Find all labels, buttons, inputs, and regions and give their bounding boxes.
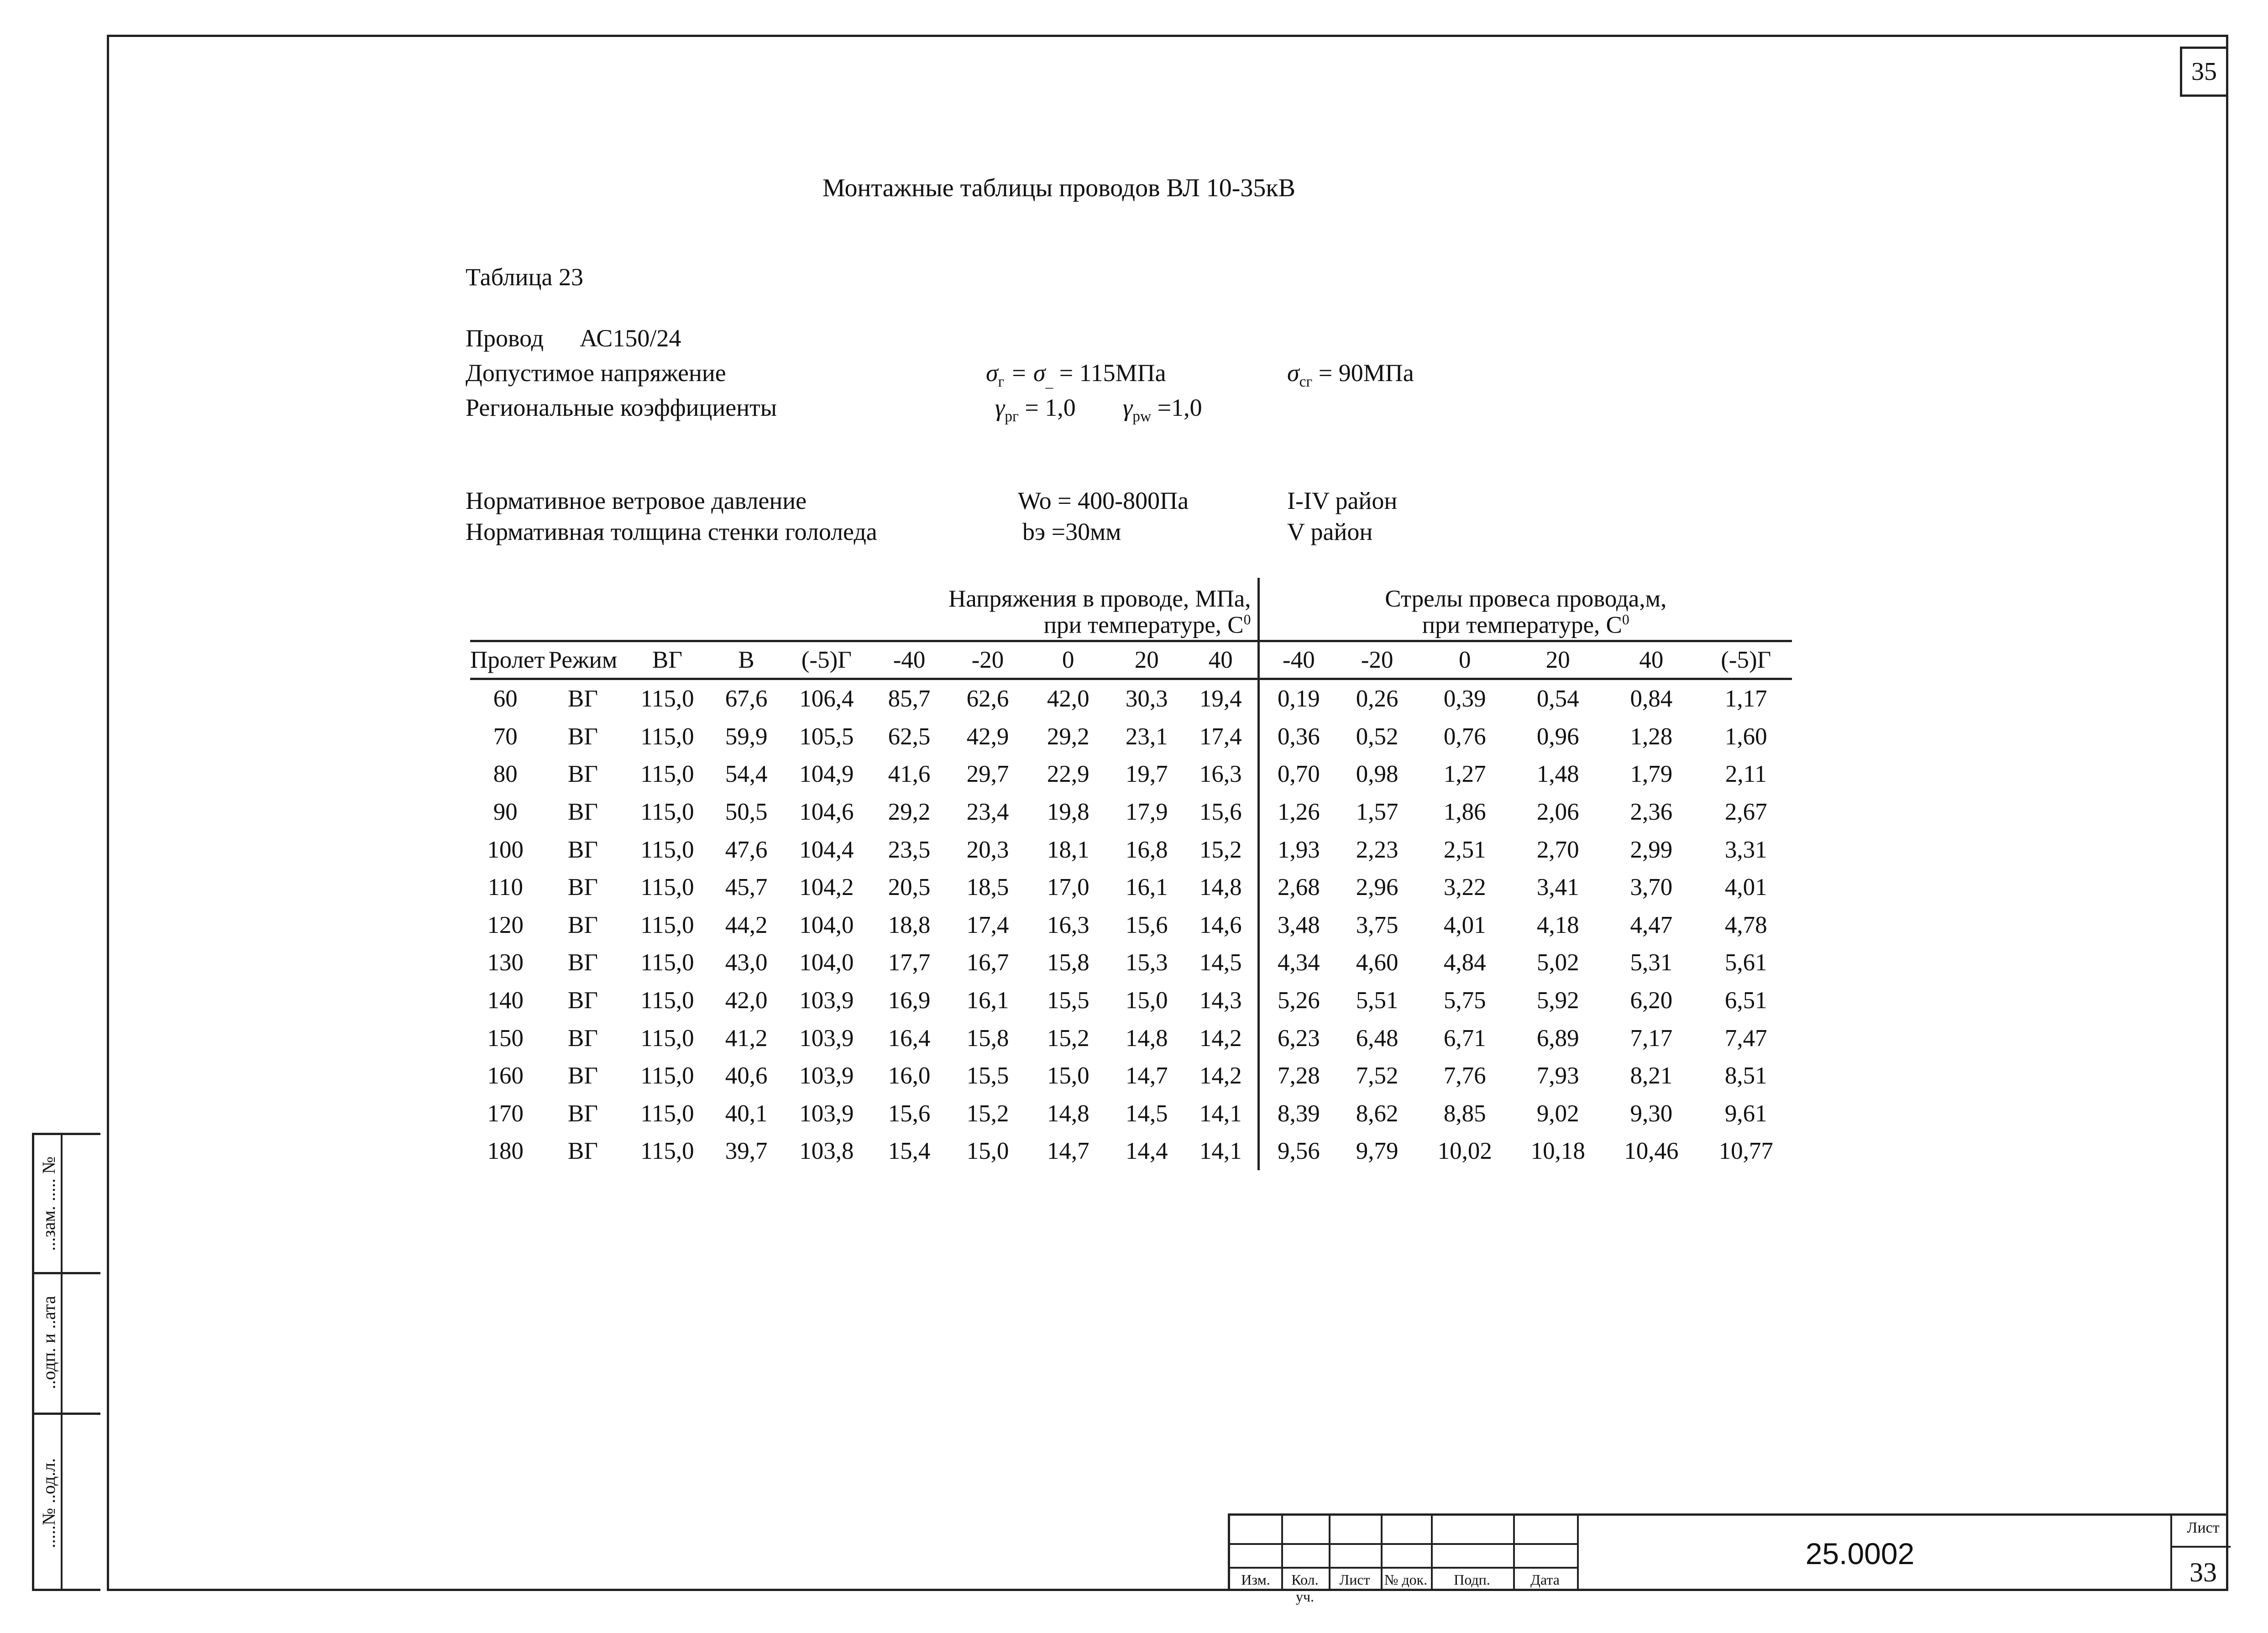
page-number: 35 <box>2191 58 2217 86</box>
table-cell: 115,0 <box>640 1100 694 1127</box>
table-cell: 2,67 <box>1724 799 1767 826</box>
table-cell: 8,39 <box>1258 1095 1338 1133</box>
table-cell: 14,8 <box>1199 874 1242 901</box>
table-cell: 7,52 <box>1356 1062 1399 1089</box>
table-cell: 15,5 <box>1047 987 1089 1014</box>
table-row <box>470 1095 1792 1133</box>
table-cell: 115,0 <box>640 911 694 938</box>
table-cell: 2,06 <box>1536 799 1579 826</box>
table-cell: 3,48 <box>1258 906 1338 944</box>
table-cell: 14,8 <box>1047 1100 1089 1127</box>
table-cell: 42,0 <box>725 987 768 1014</box>
table-cell: 15,6 <box>888 1100 931 1127</box>
table-cell: 18,1 <box>1047 836 1089 863</box>
table-cell: 6,23 <box>1258 1019 1338 1057</box>
table-cell: 7,17 <box>1630 1025 1673 1052</box>
table-cell: 70 <box>493 723 518 750</box>
table-cell: 104,6 <box>799 799 854 826</box>
table-cell: ВГ <box>568 799 598 826</box>
table-cell: 10,77 <box>1718 1138 1773 1165</box>
left-margin-strip <box>32 1133 100 1591</box>
table-cell: 42,0 <box>1047 686 1089 712</box>
table-row <box>470 982 1792 1020</box>
table-cell: ВГ <box>568 1138 598 1165</box>
table-cell: 15,6 <box>1125 911 1168 938</box>
table-cell: 5,02 <box>1536 949 1579 976</box>
strip-label-signature: ..одп. и ..ата <box>38 1295 59 1389</box>
table-cell: 0,96 <box>1536 723 1579 750</box>
column-header: 20 <box>1513 641 1603 679</box>
table-cell: 3,75 <box>1356 911 1399 938</box>
table-cell: ВГ <box>568 761 598 788</box>
table-cell: 115,0 <box>640 987 694 1014</box>
stamp-col-izm: Изм. <box>1241 1571 1270 1588</box>
table-row <box>470 718 1792 756</box>
table-cell: 16,9 <box>888 987 931 1014</box>
table-cell: ВГ <box>568 949 598 976</box>
sheet-label: Лист <box>2187 1519 2220 1536</box>
table-cell: ВГ <box>568 686 598 712</box>
table-cell: ВГ <box>568 723 598 750</box>
table-cell: 15,6 <box>1199 799 1242 826</box>
table-cell: 110 <box>487 874 524 901</box>
table-cell: 16,8 <box>1125 836 1168 863</box>
column-header: ВГ <box>625 641 710 679</box>
table-cell: ВГ <box>568 1062 598 1089</box>
table-cell: 180 <box>487 1138 524 1165</box>
table-cell: 104,2 <box>799 874 854 901</box>
table-cell: 7,76 <box>1443 1062 1486 1089</box>
table-cell: 8,21 <box>1630 1062 1673 1089</box>
table-cell: 6,71 <box>1443 1025 1486 1052</box>
table-cell: 15,8 <box>966 1025 1009 1052</box>
table-cell: 4,01 <box>1443 911 1486 938</box>
table-cell: 19,8 <box>1047 799 1089 826</box>
table-cell: 6,48 <box>1356 1025 1399 1052</box>
column-header: 40 <box>1603 641 1700 679</box>
table-cell: 115,0 <box>640 799 694 826</box>
table-cell: 4,84 <box>1443 949 1486 976</box>
table-cell: 29,7 <box>966 761 1009 788</box>
table-cell: ВГ <box>568 1025 598 1052</box>
table-cell: 1,27 <box>1443 761 1486 788</box>
table-cell: 2,70 <box>1536 836 1579 863</box>
table-cell: 5,61 <box>1724 949 1767 976</box>
table-cell: 115,0 <box>640 836 694 863</box>
table-cell: 160 <box>487 1062 524 1089</box>
table-cell: 15,2 <box>966 1100 1009 1127</box>
table-cell: 16,0 <box>888 1062 931 1089</box>
table-cell: 14,1 <box>1199 1100 1242 1127</box>
table-cell: 104,0 <box>799 949 854 976</box>
table-row <box>470 1057 1792 1095</box>
table-cell: 7,93 <box>1536 1062 1579 1089</box>
table-cell: 103,9 <box>799 1062 854 1089</box>
stamp-line <box>1230 1567 1577 1569</box>
table-cell: 115,0 <box>640 1062 694 1089</box>
table-cell: 0,98 <box>1356 761 1399 788</box>
table-cell: 1,57 <box>1356 799 1399 826</box>
table-cell: 115,0 <box>640 874 694 901</box>
table-cell: 14,6 <box>1199 911 1242 938</box>
table-cell: 115,0 <box>640 1138 694 1165</box>
stamp-col-kol: Кол. уч. <box>1291 1571 1319 1605</box>
strip-label-replacement: ...зам. ..... № <box>38 1156 59 1251</box>
table-cell: 104,9 <box>799 761 854 788</box>
table-cell: 2,36 <box>1630 799 1673 826</box>
table-cell: 9,02 <box>1536 1100 1579 1127</box>
strip-label-inventory: .....№ ..од.л. <box>38 1458 59 1548</box>
table-cell: 8,62 <box>1356 1100 1399 1127</box>
table-cell: 9,56 <box>1258 1132 1338 1170</box>
table-cell: 2,68 <box>1258 869 1338 906</box>
table-cell: 130 <box>487 949 524 976</box>
table-cell: 140 <box>487 987 524 1014</box>
table-cell: 4,47 <box>1630 911 1673 938</box>
table-cell: 120 <box>487 911 524 938</box>
table-cell: 0,54 <box>1536 686 1579 712</box>
table-cell: 1,86 <box>1443 799 1486 826</box>
table-cell: 40,1 <box>725 1100 768 1127</box>
table-cell: 8,85 <box>1443 1100 1486 1127</box>
table-cell: ВГ <box>568 1100 598 1127</box>
table-cell: 1,60 <box>1724 723 1767 750</box>
table-cell: 5,26 <box>1258 982 1338 1020</box>
table-cell: 115,0 <box>640 949 694 976</box>
table-cell: 6,89 <box>1536 1025 1579 1052</box>
table-cell: 30,3 <box>1125 686 1168 712</box>
table-cell: 5,75 <box>1443 987 1486 1014</box>
table-cell: 16,1 <box>1125 874 1168 901</box>
table-cell: 19,7 <box>1125 761 1168 788</box>
table-cell: 29,2 <box>1047 723 1089 750</box>
table-cell: 104,4 <box>799 836 854 863</box>
table-cell: 5,31 <box>1630 949 1673 976</box>
table-cell: 4,01 <box>1724 874 1767 901</box>
table-cell: 5,92 <box>1536 987 1579 1014</box>
wind-label: Нормативное ветровое давление <box>466 487 807 514</box>
table-cell: 1,79 <box>1630 761 1673 788</box>
table-cell: 17,9 <box>1125 799 1168 826</box>
column-header: -20 <box>948 641 1027 679</box>
table-cell: 6,51 <box>1724 987 1767 1014</box>
table-cell: 150 <box>487 1025 524 1052</box>
installation-table <box>470 578 1792 1170</box>
table-cell: 16,7 <box>966 949 1009 976</box>
stress-label: Допустимое напряжение <box>466 359 726 387</box>
table-cell: 1,17 <box>1724 686 1767 712</box>
table-cell: 2,11 <box>1725 761 1767 788</box>
table-cell: 2,51 <box>1443 836 1486 863</box>
table-cell: 8,51 <box>1724 1062 1767 1089</box>
table-cell: 100 <box>487 836 524 863</box>
table-cell: 4,60 <box>1356 949 1399 976</box>
table-cell: 105,5 <box>799 723 854 750</box>
table-cell: ВГ <box>568 836 598 863</box>
stress-group-header: Напряжения в проводе, МПа, при температуре, $С^0$ <box>948 586 1251 639</box>
wind-region: I-IV район <box>1287 487 1398 514</box>
table-cell: 14,8 <box>1125 1025 1168 1052</box>
table-caption: Таблица 23 <box>466 263 583 291</box>
table-cell: 14,5 <box>1125 1100 1168 1127</box>
table-cell: 41,2 <box>725 1025 768 1052</box>
table-cell: 15,2 <box>1199 836 1242 863</box>
table-cell: 17,0 <box>1047 874 1089 901</box>
table-row <box>470 831 1792 869</box>
table-cell: 115,0 <box>640 723 694 750</box>
table-cell: 54,4 <box>725 761 768 788</box>
ice-value: bэ =30мм <box>1022 518 1121 545</box>
table-cell: 17,4 <box>1199 723 1242 750</box>
table-row <box>470 869 1792 906</box>
table-cell: 23,4 <box>966 799 1009 826</box>
table-cell: 22,9 <box>1047 761 1089 788</box>
table-cell: 0,70 <box>1258 755 1338 793</box>
column-header: -40 <box>870 641 948 679</box>
table-cell: 106,4 <box>799 686 854 712</box>
table-row <box>470 793 1792 831</box>
table-cell: ВГ <box>568 911 598 938</box>
table-cell: 20,3 <box>966 836 1009 863</box>
table-cell: 0,39 <box>1443 686 1486 712</box>
table-cell: 10,46 <box>1624 1138 1679 1165</box>
table-cell: 4,18 <box>1536 911 1579 938</box>
wind-value: Wo = 400-800Па <box>1018 487 1189 514</box>
table-cell: 14,7 <box>1047 1138 1089 1165</box>
table-cell: 115,0 <box>640 761 694 788</box>
table-cell: 103,9 <box>799 987 854 1014</box>
table-cell: 1,28 <box>1630 723 1673 750</box>
wire-value: АС150/24 <box>580 325 681 352</box>
table-cell: 0,26 <box>1356 686 1399 712</box>
table-row <box>470 906 1792 944</box>
table-cell: 1,26 <box>1258 793 1338 831</box>
table-row <box>470 1019 1792 1057</box>
table-cell: 45,7 <box>725 874 768 901</box>
table-cell: 85,7 <box>888 686 931 712</box>
table-cell: 15,5 <box>966 1062 1009 1089</box>
table-cell: 15,0 <box>966 1138 1009 1165</box>
table-cell: 15,0 <box>1047 1062 1089 1089</box>
table-cell: 0,76 <box>1443 723 1486 750</box>
table-cell: 4,78 <box>1724 911 1767 938</box>
table-cell: 15,8 <box>1047 949 1089 976</box>
table-cell: 41,6 <box>888 761 931 788</box>
table-cell: 7,47 <box>1724 1025 1767 1052</box>
table-cell: 14,3 <box>1199 987 1242 1014</box>
ice-region: V район <box>1287 518 1373 545</box>
table-cell: 104,0 <box>799 911 854 938</box>
table-cell: 15,3 <box>1125 949 1168 976</box>
table-cell: 23,5 <box>888 836 931 863</box>
table-cell: 2,96 <box>1356 874 1399 901</box>
sheet-number: 33 <box>2189 1557 2217 1587</box>
table-cell: 44,2 <box>725 911 768 938</box>
table-cell: 23,1 <box>1125 723 1168 750</box>
table-cell: 67,6 <box>725 686 768 712</box>
table-cell: 3,22 <box>1443 874 1486 901</box>
table-body <box>470 679 1792 1170</box>
table-cell: 9,30 <box>1630 1100 1673 1127</box>
stress-formula: $\sigma_г = \sigma_{\_} = 115МПа$ <box>986 359 1166 390</box>
table-cell: 14,4 <box>1125 1138 1168 1165</box>
table-row <box>470 755 1792 793</box>
table-row <box>470 679 1792 718</box>
stress2-formula: $\sigma_{сг} = 90МПа$ <box>1287 359 1414 390</box>
table-cell: 115,0 <box>640 686 694 712</box>
column-header-row <box>470 641 1792 679</box>
coef-label: Региональные коэффициенты <box>466 394 777 421</box>
page-number-box <box>2180 47 2228 97</box>
table-cell: 10,18 <box>1530 1138 1585 1165</box>
table-cell: 14,1 <box>1199 1138 1242 1165</box>
table-cell: 0,84 <box>1630 686 1673 712</box>
table-cell: 103,8 <box>799 1138 854 1165</box>
table-cell: 39,7 <box>725 1138 768 1165</box>
table-cell: 16,3 <box>1047 911 1089 938</box>
table-cell: 14,5 <box>1199 949 1242 976</box>
table-cell: 16,3 <box>1199 761 1242 788</box>
table-cell: 15,2 <box>1047 1025 1089 1052</box>
table-cell: 50,5 <box>725 799 768 826</box>
wire-label: Провод <box>466 325 544 352</box>
table-cell: 0,36 <box>1258 718 1338 756</box>
table-cell: 1,48 <box>1536 761 1579 788</box>
table-cell: 29,2 <box>888 799 931 826</box>
column-header: 0 <box>1027 641 1110 679</box>
table-cell: 18,8 <box>888 911 931 938</box>
table-cell: 80 <box>493 761 518 788</box>
column-header: -40 <box>1258 641 1338 679</box>
table-cell: 43,0 <box>725 949 768 976</box>
table-cell: 3,41 <box>1536 874 1579 901</box>
table-cell: 9,61 <box>1724 1100 1767 1127</box>
table-cell: ВГ <box>568 874 598 901</box>
column-header: (-5)Г <box>783 641 870 679</box>
stamp-line <box>2170 1546 2231 1548</box>
document-number: 25.0002 <box>1805 1537 1915 1570</box>
table-cell: 62,6 <box>966 686 1009 712</box>
stamp-line <box>1230 1543 1577 1545</box>
table-cell: ВГ <box>568 987 598 1014</box>
column-header: Режим <box>541 641 625 679</box>
table-cell: 6,20 <box>1630 987 1673 1014</box>
table-cell: 1,93 <box>1258 831 1338 869</box>
table-cell: 3,70 <box>1630 874 1673 901</box>
table-cell: 15,0 <box>1125 987 1168 1014</box>
table-cell: 5,51 <box>1356 987 1399 1014</box>
table-cell: 9,79 <box>1356 1138 1399 1165</box>
table-cell: 47,6 <box>725 836 768 863</box>
table-cell: 14,7 <box>1125 1062 1168 1089</box>
column-header: 20 <box>1110 641 1184 679</box>
table-cell: 42,9 <box>966 723 1009 750</box>
table-cell: 60 <box>493 686 518 712</box>
table-cell: 17,7 <box>888 949 931 976</box>
column-header: 40 <box>1184 641 1258 679</box>
table-cell: 20,5 <box>888 874 931 901</box>
table-cell: 170 <box>487 1100 524 1127</box>
table-cell: 0,52 <box>1356 723 1399 750</box>
stamp-col-podp: Подп. <box>1454 1571 1490 1588</box>
column-header: В <box>710 641 783 679</box>
table-cell: 3,31 <box>1724 836 1767 863</box>
table-cell: 4,34 <box>1258 944 1338 982</box>
title-block <box>1228 1513 2228 1605</box>
stamp-col-date: Дата <box>1530 1571 1560 1588</box>
column-header: 0 <box>1416 641 1513 679</box>
stamp-col-list: Лист <box>1339 1571 1370 1588</box>
page-title: Монтажные таблицы проводов ВЛ 10-35кВ <box>822 174 1295 202</box>
column-header: Пролет <box>470 641 541 679</box>
stamp-col-doc: № док. <box>1384 1571 1428 1588</box>
strip-divider <box>61 1135 63 1589</box>
table-row <box>470 1132 1792 1170</box>
table-cell: 14,2 <box>1199 1025 1242 1052</box>
table-cell: 16,1 <box>966 987 1009 1014</box>
table-cell: 2,99 <box>1630 836 1673 863</box>
table-cell: 115,0 <box>640 1025 694 1052</box>
table-cell: 15,4 <box>888 1138 931 1165</box>
table-cell: 0,19 <box>1258 679 1338 718</box>
table-cell: 16,4 <box>888 1025 931 1052</box>
table-cell: 40,6 <box>725 1062 768 1089</box>
table-cell: 19,4 <box>1199 686 1242 712</box>
table-cell: 17,4 <box>966 911 1009 938</box>
table-cell: 62,5 <box>888 723 931 750</box>
coef1-formula: $\gamma_{рг} = 1,0$ <box>995 394 1076 425</box>
table-cell: 18,5 <box>966 874 1009 901</box>
table-cell: 103,9 <box>799 1100 854 1127</box>
table-cell: 10,02 <box>1437 1138 1492 1165</box>
ice-label: Нормативная толщина стенки гололеда <box>466 518 877 545</box>
table-row <box>470 944 1792 982</box>
table-cell: 14,2 <box>1199 1062 1242 1089</box>
table-cell: 59,9 <box>725 723 768 750</box>
column-header: (-5)Г <box>1700 641 1792 679</box>
table-cell: 90 <box>493 799 518 826</box>
column-header: -20 <box>1338 641 1416 679</box>
stamp-line <box>2170 1516 2172 1591</box>
table-cell: 2,23 <box>1356 836 1399 863</box>
table-cell: 103,9 <box>799 1025 854 1052</box>
coef2-formula: $\gamma_{рw} =1,0$ <box>1123 394 1202 425</box>
sag-group-header: Стрелы провеса провода,м, при температуре, $С^0$ <box>1258 578 1792 641</box>
table-cell: 7,28 <box>1258 1057 1338 1095</box>
